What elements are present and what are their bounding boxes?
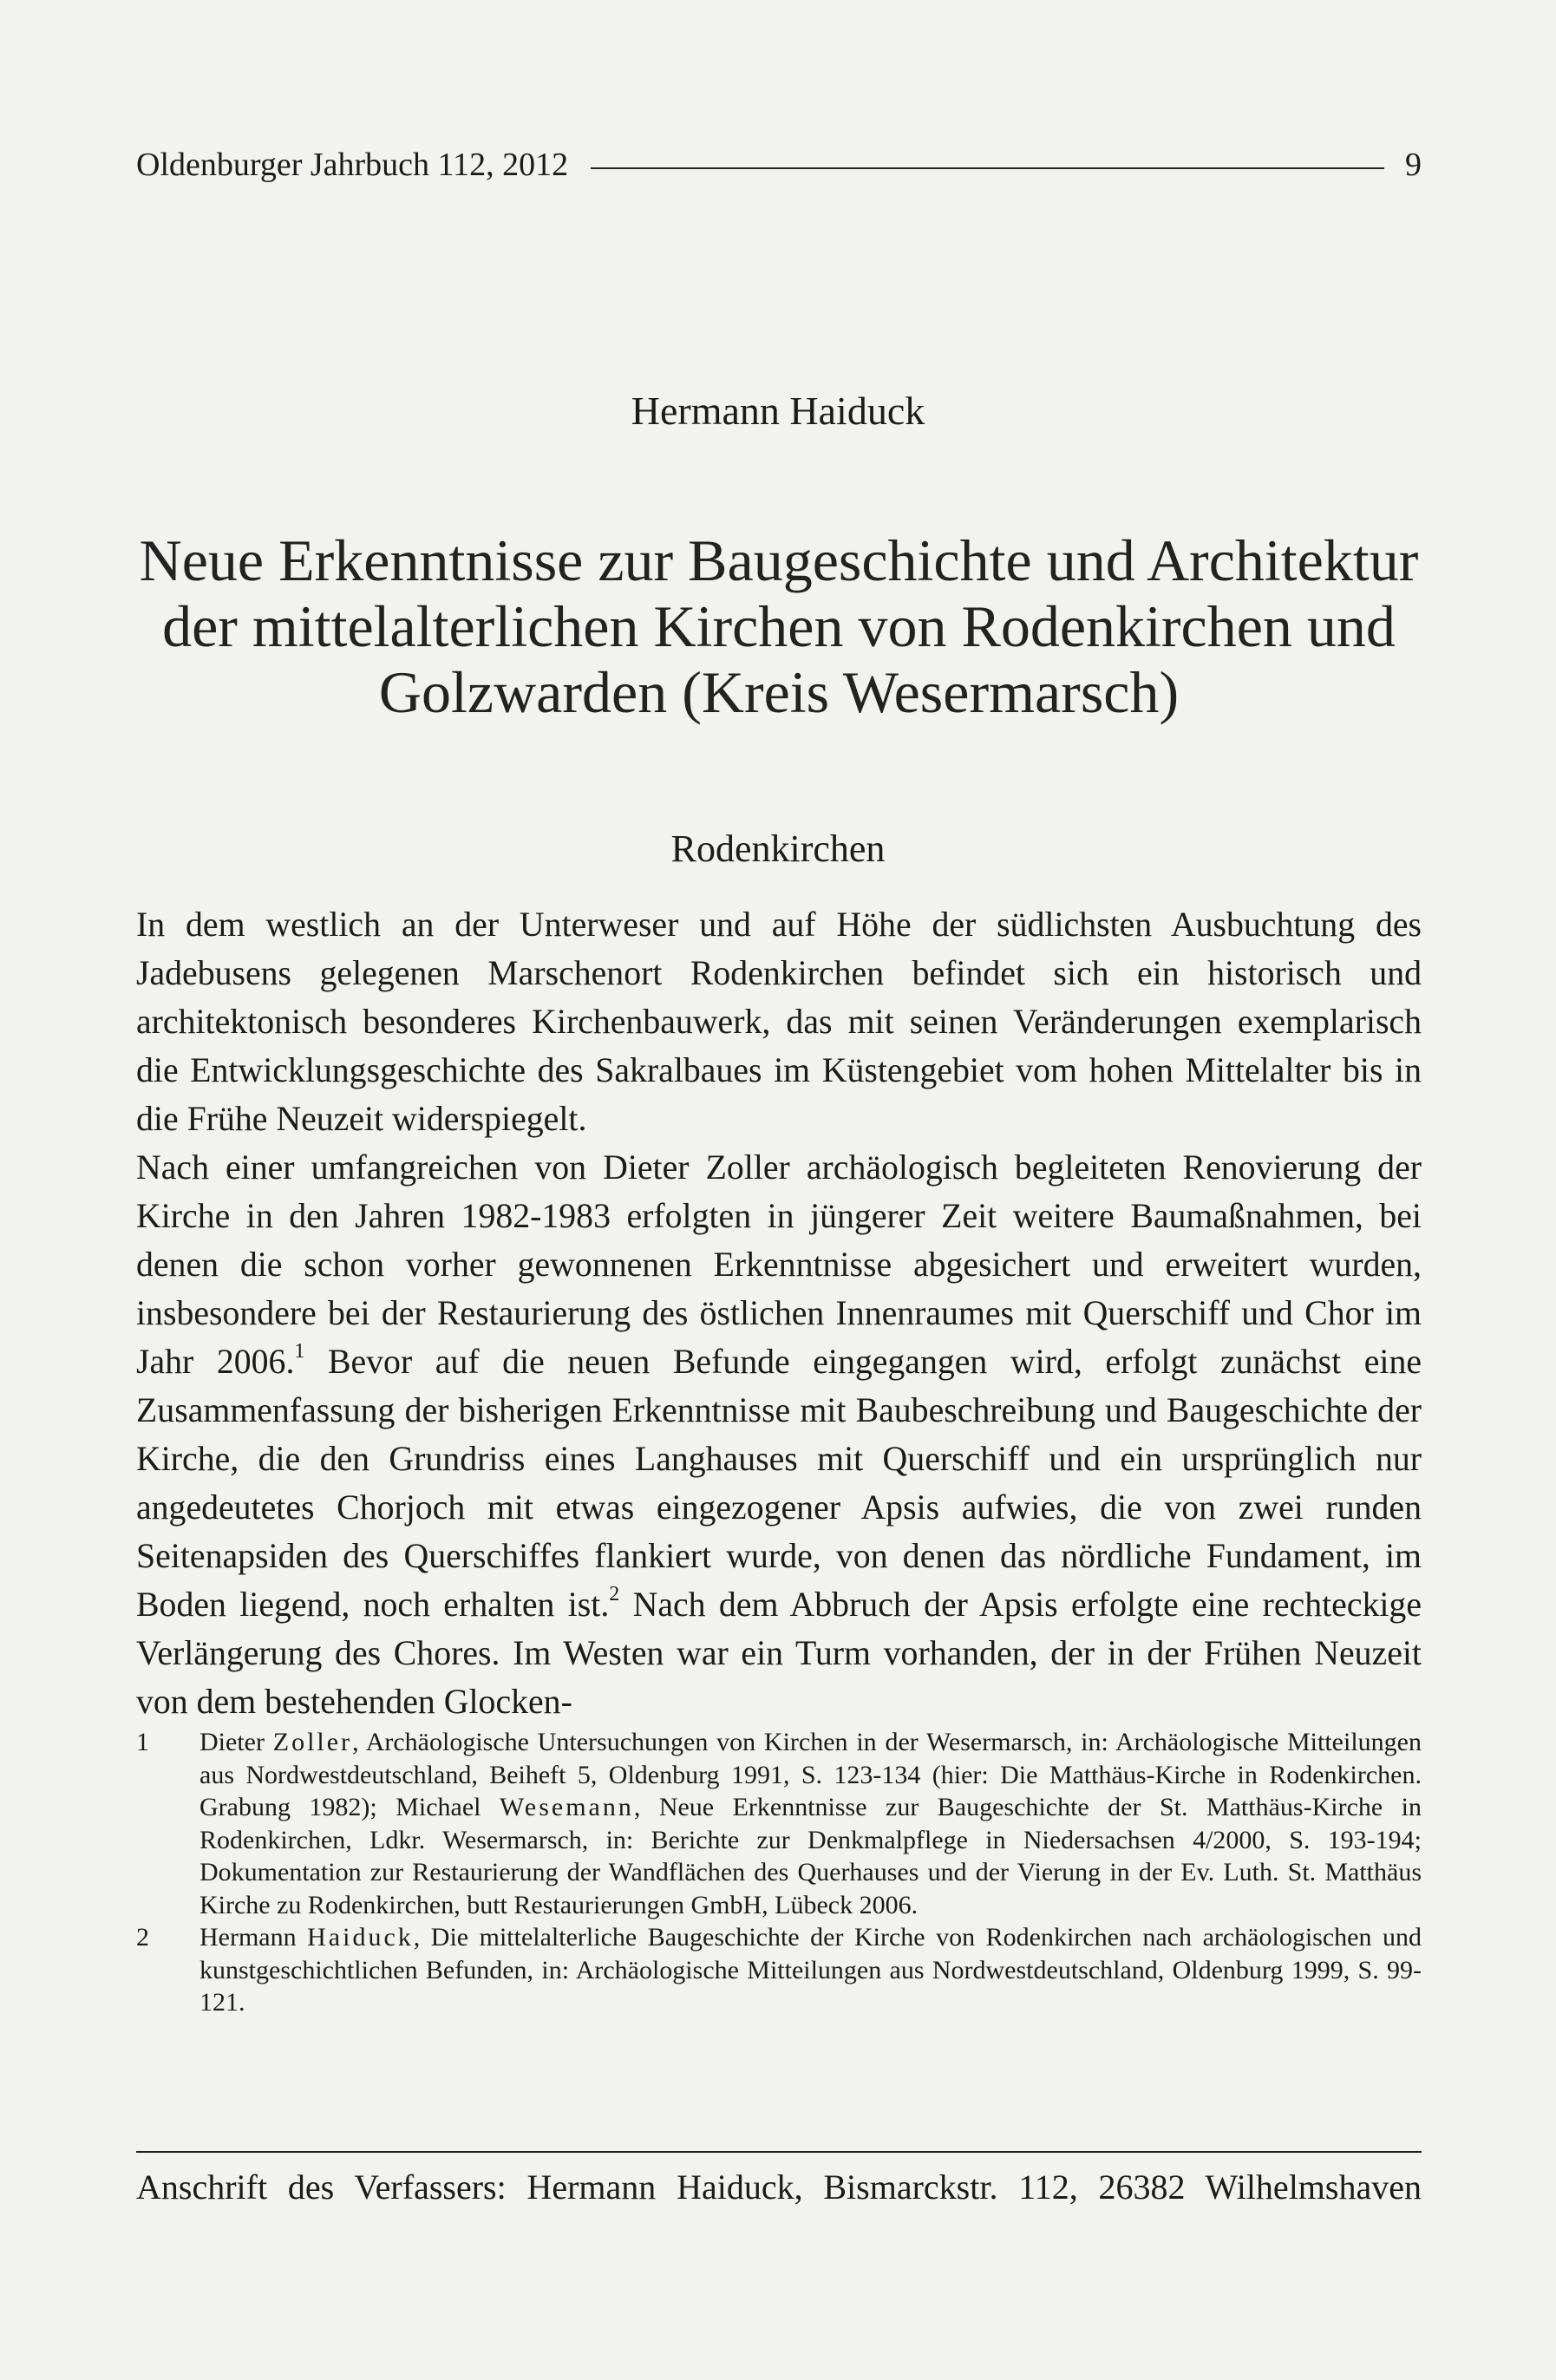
- author-name: Hermann Haiduck: [631, 389, 925, 433]
- body-text: [136, 900, 1422, 1726]
- footnote-number: 2: [136, 1923, 149, 1952]
- footnote-2: [136, 1921, 1422, 2019]
- footnote-text: [199, 1726, 1422, 1921]
- header-rule: [591, 167, 1384, 169]
- author-address: Anschrift des Verfassers: Hermann Haiduck, Bismarckstr. 112, 26382 Wilhelmshaven: [136, 2168, 1422, 2207]
- footnote-author-name: Haiduck: [307, 1923, 414, 1952]
- paragraph-2-part-b: Bevor auf die neuen Befunde eingegangen wird, erfolgt zunächst eine Zusammenfassung der bisherigen Erkenntnisse mit Baubeschreibung und Baugeschichte der Kirche, die den Grundriss eines Langhauses mit Querschiff und ein ursprünglich nur angedeutetes Chorjoch mit etwas eingezogener Apsis aufwies, die von zwei runden Seitenapsiden des Querschiffes flankiert wurde, von denen das nördliche Fundament, im Boden liegend, noch erhalten ist.: [136, 1343, 1422, 1624]
- title-line-2: der mittelalterlichen Kirchen von Rodenkirchen und: [162, 593, 1396, 659]
- footnote-text-part: , Neue Erkenntnisse zur Baugeschichte der St. Matthäus-Kirche in Rodenkirchen, Ldkr. Wesermarsch, in: Berichte zur Denkmalpflege in Niedersachsen 4/2000, S. 193-194; Dokumentation zur Restaurierung der Wandflächen des Querhauses und der Vierung in der Ev. Luth. St. Matthäus Kirche zu Rodenkirchen, butt Restaurierungen GmbH, Lübeck 2006.: [199, 1793, 1422, 1919]
- running-header: [136, 146, 1422, 184]
- footnote-ref-1[interactable]: 1: [294, 1339, 305, 1363]
- article-title: [136, 527, 1422, 725]
- footnote-text-part: Hermann: [199, 1923, 308, 1952]
- page-number: 9: [1405, 147, 1422, 183]
- footnote-ref-2[interactable]: 2: [609, 1582, 620, 1605]
- paragraph-2: [136, 1143, 1422, 1726]
- footnotes: [136, 1726, 1422, 2019]
- address-rule: [136, 2151, 1422, 2153]
- footnote-text-part: , Die mittelalterliche Baugeschichte der Kirche von Rodenkirchen nach archäologischen und kunstgeschichtlichen Befunden, in: Archäologische Mitteilungen aus Nordwestdeutschland, Oldenburg 1999, S. 99-121.: [199, 1923, 1422, 2017]
- title-line-1: Neue Erkenntnisse zur Baugeschichte und Architektur: [139, 527, 1419, 593]
- paragraph-1: In dem westlich an der Unterweser und auf Höhe der südlichsten Ausbuchtung des Jadebusens gelegenen Marschenort Rodenkirchen befindet sich ein historisch und architektonisch besonderes Kirchenbauwerk, das mit seinen Veränderungen exemplarisch die Entwicklungsgeschichte des Sakralbaues im Küstengebiet vom hohen Mittelalter bis in die Frühe Neuzeit widerspiegelt.: [136, 906, 1422, 1138]
- footnote-author-name: Wesemann: [499, 1793, 634, 1821]
- footnote-1: [136, 1726, 1422, 1921]
- paragraph-2-part-a: Nach einer umfangreichen von Dieter Zoller archäologisch begleiteten Renovierung der Kirche in den Jahren 1982-1983 erfolgten in jüngerer Zeit weitere Baumaßnahmen, bei denen die schon vorher gewonnenen Erkenntnisse abgesichert und erweitert wurden, insbesondere bei der Restaurierung des östlichen Innenraumes mit Querschiff und Chor im Jahr 2006.: [136, 1148, 1422, 1381]
- footnote-author-name: Zoller: [272, 1728, 353, 1756]
- footnote-text-part: , Archäologische Untersuchungen von Kirchen in der Wesermarsch, in: Archäologische Mitteilungen aus Nordwestdeutschland, Beiheft 5, Oldenburg 1991, S. 123-134 (hier: Die Matthäus-Kirche in Rodenkirchen. Grabung 1982); Michael: [199, 1728, 1422, 1821]
- footnote-text-part: Dieter: [199, 1728, 273, 1756]
- section-heading: Rodenkirchen: [670, 827, 886, 870]
- journal-title: Oldenburger Jahrbuch 112, 2012: [136, 147, 569, 183]
- paragraph-2-part-c: Nach dem Abbruch der Apsis erfolgte eine rechteckige Verlängerung des Chores. Im Westen war ein Turm vorhanden, der in der Frühen Neuzeit von dem bestehenden Glocken-: [136, 1586, 1422, 1721]
- footnote-text: [199, 1921, 1422, 2019]
- footnote-number: 1: [136, 1728, 149, 1756]
- title-line-3: Golzwarden (Kreis Wesermarsch): [378, 659, 1180, 725]
